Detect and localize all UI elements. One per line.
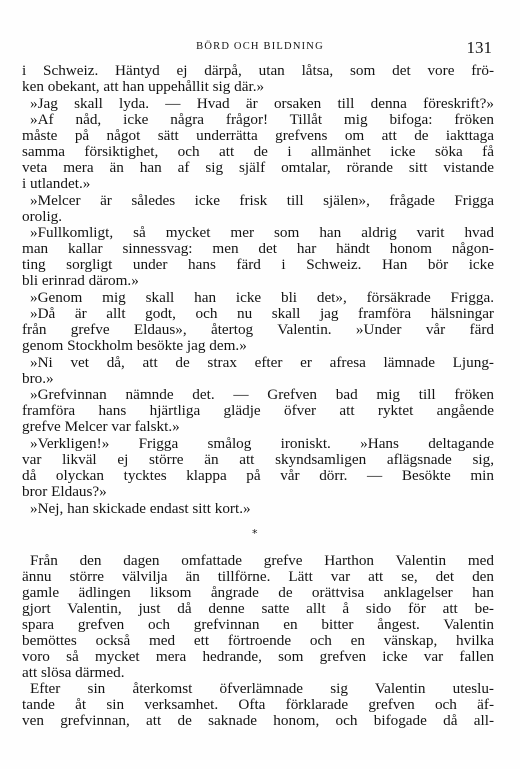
- text-line: Från den dagen omfattade grefve Harthon Valentin med: [30, 552, 494, 569]
- text-line: gjort Valentin, just då denne satte allt å sido för att be-: [22, 600, 494, 617]
- text-line: var likväl ej större än att skyndsamligen aflägsnade sig,: [22, 451, 494, 468]
- section-divider-asterisk: *: [252, 527, 258, 540]
- text-line: genom Stockholm besökte jag dem.»: [22, 337, 247, 354]
- text-line: bemöttes också med ett förtroende och en vänskap, hvilka: [22, 632, 494, 649]
- text-line: »Grefvinnan nämnde det. — Grefven bad mig till fröken: [30, 386, 494, 403]
- text-line: »Ni vet då, att de strax efter er afresa lämnade Ljung-: [30, 354, 494, 371]
- running-title: BÖRD OCH BILDNING: [196, 41, 324, 52]
- text-line: måste på något sätt underrätta grefvens om att de iakttaga: [22, 127, 494, 144]
- text-line: i utlandet.»: [22, 175, 91, 192]
- text-line: ken obekant, att han uppehållit sig där.»: [22, 78, 265, 95]
- text-line: »Fullkomligt, så mycket mer som han aldrig varit hvad: [30, 224, 494, 241]
- text-line: grefve Melcer var falskt.»: [22, 418, 180, 435]
- text-line: framföra hans hjärtliga glädje öfver att ryktet angående: [22, 402, 494, 419]
- text-line: voro så mycket mera hedrande, som grefven icke var fallen: [22, 648, 494, 665]
- text-line: ting sorgligt under hans färd i Schweiz. Han bör icke: [22, 256, 494, 273]
- text-line: bli erinrad därom.»: [22, 272, 139, 289]
- text-line: då olyckan tycktes klappa på vår dörr. — Besökte min: [22, 467, 494, 484]
- page-header: [24, 39, 496, 57]
- text-line: bro.»: [22, 370, 54, 387]
- text-line: »Jag skall lyda. — Hvad är orsaken till denna föreskrift?»: [30, 95, 494, 112]
- page-number: 131: [466, 38, 492, 57]
- text-line: »Nej, han skickade endast sitt kort.»: [30, 500, 251, 517]
- text-line: Efter sin återkomst öfverlämnade sig Valentin uteslu-: [30, 680, 494, 697]
- text-line: från grefve Eldaus», återtog Valentin. »Under vår färd: [22, 321, 494, 338]
- text-line: »Melcer är således icke frisk till själen», frågade Frigga: [30, 192, 494, 209]
- text-line: ven grefvinnan, att de saknade honom, och bifogade då all-: [22, 712, 494, 729]
- text-line: spara grefven och grefvinnan en bitter ångest. Valentin: [22, 616, 494, 633]
- text-line: i Schweiz. Häntyd ej därpå, utan låtsa, som det vore frö-: [22, 62, 494, 79]
- text-line: tande åt sin verksamhet. Ofta förklarade grefven och äf-: [22, 696, 494, 713]
- text-line: »Af nåd, icke några frågor! Tillåt mig bifoga: fröken: [30, 111, 494, 128]
- text-line: orolig.: [22, 208, 63, 225]
- text-line: bror Eldaus?»: [22, 483, 107, 500]
- text-line: samma försiktighet, och att de i allmänhet icke söka få: [22, 143, 494, 160]
- text-line: »Genom mig skall han icke bli det», försäkrade Frigga.: [30, 289, 494, 306]
- text-line: »Verkligen!» Frigga smålog ironiskt. »Hans deltagande: [30, 435, 494, 452]
- text-line: gamle ädlingen liksom ångrade de orättvisa anklagelser han: [22, 584, 494, 601]
- text-line: ännu större välvilja än tillförne. Lätt var att se, det den: [22, 568, 494, 585]
- text-line: man kallar sinnessvag: men det har händt honom någon-: [22, 240, 494, 257]
- text-line: veta mera än han af sig själf omtalar, rörande sitt vistande: [22, 159, 494, 176]
- text-line: »Då är allt godt, och nu skall jag framföra hälsningar: [30, 305, 494, 322]
- text-line: att slösa därmed.: [22, 664, 125, 681]
